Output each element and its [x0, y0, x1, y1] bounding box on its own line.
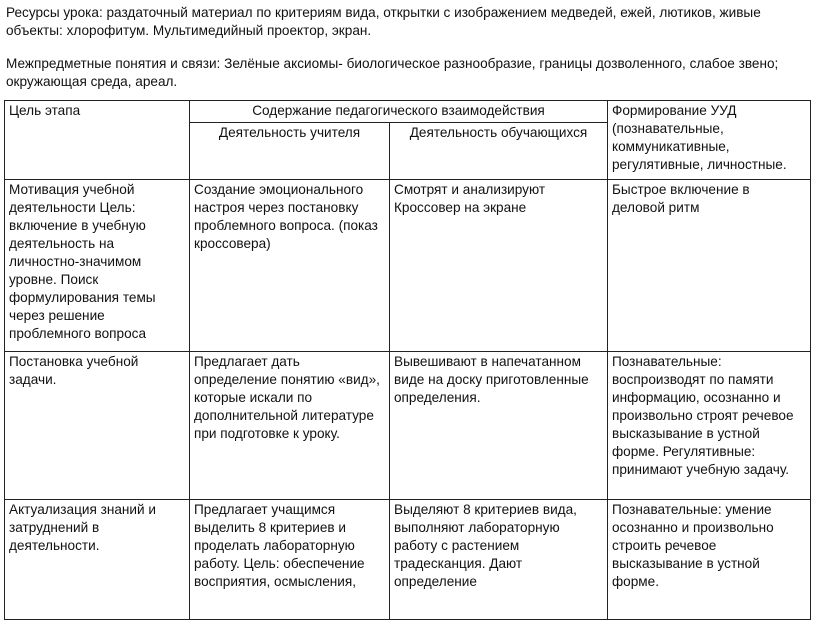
- header-content: Содержание педагогического взаимодействия: [190, 101, 608, 123]
- cell-uud: Быстрое включение в деловой ритм: [608, 180, 811, 352]
- table-header-row: [5, 101, 811, 123]
- table-row: [5, 500, 811, 620]
- cell-students: Смотрят и анализируют Кроссовер на экране: [390, 180, 608, 352]
- cell-teacher: Предлагает учащимся выделить 8 критериев и проделать лабораторную работу. Цель: обеспечение восприятия, осмысления,: [190, 500, 390, 620]
- cell-teacher: Предлагает дать определение понятию «вид», которые искали по дополнительной литературе при подготовке к уроку.: [190, 352, 390, 500]
- cell-students: Выделяют 8 критериев вида, выполняют лабораторную работу с растением традесканция. Дают определение: [390, 500, 608, 620]
- header-uud: Формирование УУД (познавательные, коммуникативные, регулятивные, личностные.: [608, 101, 811, 180]
- header-student-activity: Деятельность обучающихся: [390, 123, 608, 180]
- lesson-resources-paragraph: Ресурсы урока: раздаточный материал по критериям вида, открытки с изображением медведей, ежей, лютиков, живые объекты: хлорофитум. Мультимедийный проектор, экран.: [6, 5, 761, 38]
- table-row: [5, 180, 811, 352]
- interdisciplinary-links-paragraph: Межпредметные понятия и связи: Зелёные аксиомы- биологическое разнообразие, границы дозволенного, слабое звено; окружающая среда, ареал.: [6, 56, 779, 89]
- cell-uud: Познавательные: воспроизводят по памяти информацию, осознанно и произвольно строят речевое высказывание в устной форме. Регулятивные: принимают учебную задачу.: [608, 352, 811, 500]
- header-teacher-activity: Деятельность учителя: [190, 123, 390, 180]
- cell-teacher: Создание эмоционального настроя через постановку проблемного вопроса. (показ кроссовера): [190, 180, 390, 352]
- cell-uud: Познавательные: умение осознанно и произвольно строить речевое высказывание в устной форме.: [608, 500, 811, 620]
- cell-stage: Актуализация знаний и затруднений в деятельности.: [5, 500, 190, 620]
- header-stage-goal: Цель этапа: [5, 101, 190, 180]
- cell-stage: Постановка учебной задачи.: [5, 352, 190, 500]
- cell-stage: Мотивация учебной деятельности Цель: включение в учебную деятельность на личностно-значимом уровне. Поиск формулирования темы через решение проблемного вопроса: [5, 180, 190, 352]
- lesson-plan-table: [4, 100, 811, 620]
- table-row: [5, 352, 811, 500]
- cell-students: Вывешивают в напечатанном виде на доску приготовленные определения.: [390, 352, 608, 500]
